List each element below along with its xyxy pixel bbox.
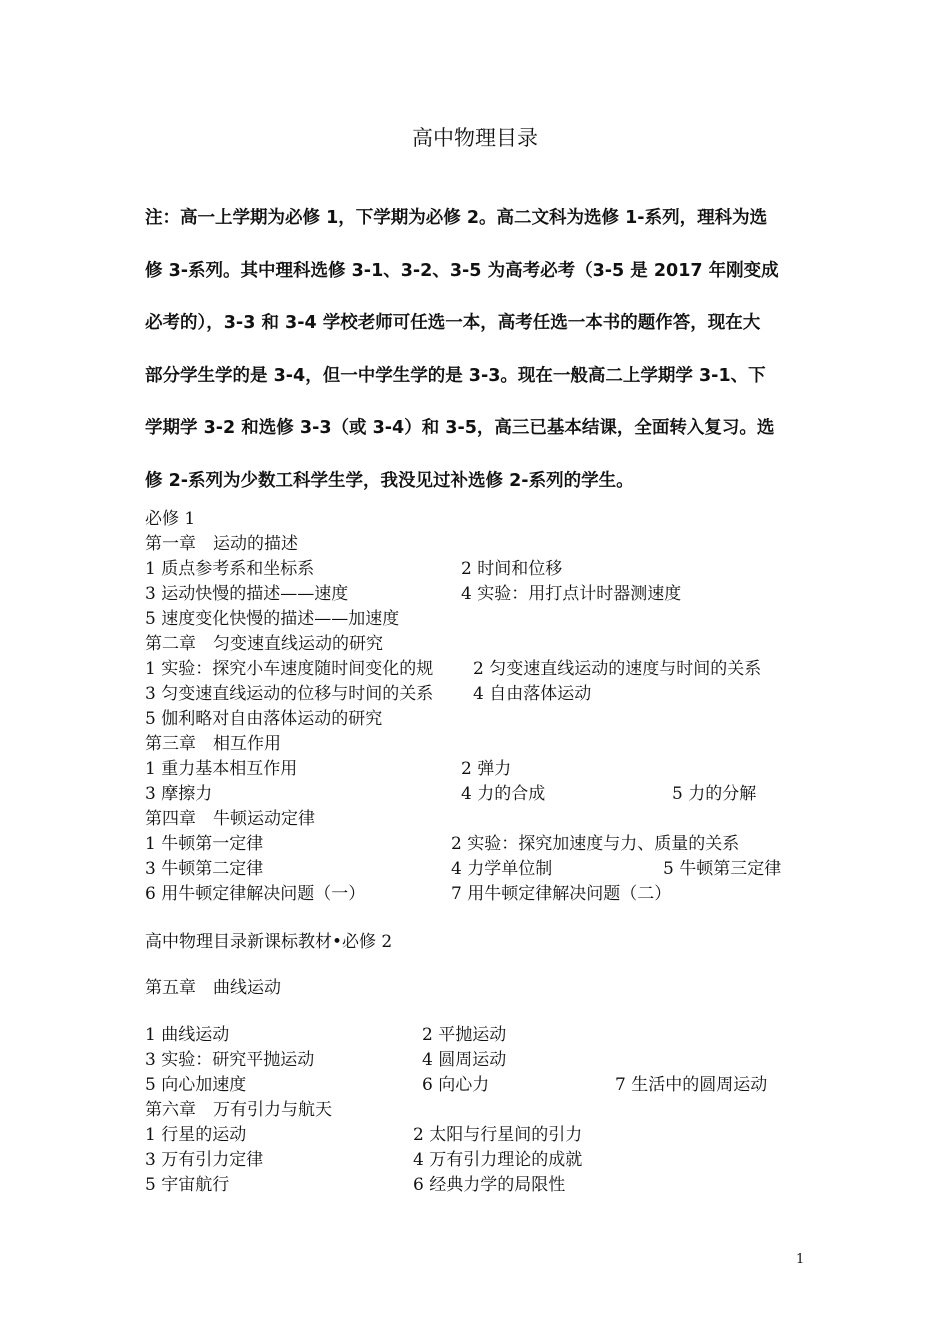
toc-entry: 3 运动快慢的描述——速度	[145, 584, 349, 604]
toc-entry: 2 太阳与行星间的引力	[413, 1125, 583, 1145]
toc-entry: 2 时间和位移	[461, 559, 563, 579]
section-label: 高中物理目录新课标教材•必修 2	[145, 932, 393, 952]
page-title: 高中物理目录	[412, 126, 538, 150]
chapter-title: 第三章 相互作用	[145, 734, 281, 754]
toc-entry: 1 曲线运动	[145, 1025, 230, 1045]
chapter-title: 第五章 曲线运动	[145, 978, 281, 998]
chapter-title: 第六章 万有引力与航天	[145, 1100, 332, 1120]
toc-entry: 1 重力基本相互作用	[145, 759, 298, 779]
note-line: 部分学生学的是 3-4，但一中学生学的是 3-3。现在一般高二上学期学 3-1、下	[145, 365, 766, 386]
section-label: 必修 1	[145, 509, 196, 529]
toc-entry: 6 用牛顿定律解决问题（一）	[145, 884, 366, 904]
note-line: 修 3-系列。其中理科选修 3-1、3-2、3-5 为高考必考（3-5 是 2017 年刚变成	[145, 260, 779, 281]
toc-entry: 3 摩擦力	[145, 784, 213, 804]
note-paragraph	[145, 192, 810, 507]
toc-entry: 2 匀变速直线运动的速度与时间的关系	[473, 659, 762, 679]
toc-entry: 2 弹力	[461, 759, 512, 779]
toc-entry: 4 圆周运动	[422, 1050, 507, 1070]
chapter-title: 第二章 匀变速直线运动的研究	[145, 634, 383, 654]
toc-entry: 4 万有引力理论的成就	[413, 1150, 583, 1170]
toc-entry: 7 用牛顿定律解决问题（二）	[451, 884, 672, 904]
toc-entry: 6 经典力学的局限性	[413, 1175, 566, 1195]
toc-entry: 6 向心力	[422, 1075, 490, 1095]
note-line: 学期学 3-2 和选修 3-3（或 3-4）和 3-5，高三已基本结课，全面转入复习。选	[145, 418, 775, 438]
note-line: 修 2-系列为少数工科学生学，我没见过补选修 2-系列的学生。	[145, 470, 634, 491]
toc-entry: 5 向心加速度	[145, 1075, 247, 1095]
toc-entry: 5 力的分解	[672, 784, 757, 804]
page-number: 1	[796, 1252, 805, 1267]
toc-entry: 1 行星的运动	[145, 1125, 247, 1145]
toc-entry: 4 力的合成	[461, 784, 546, 804]
toc-entry: 3 万有引力定律	[145, 1150, 264, 1170]
toc-entry: 5 宇宙航行	[145, 1175, 230, 1195]
toc-entry: 1 实验：探究小车速度随时间变化的规	[145, 659, 434, 679]
toc-entry: 1 牛顿第一定律	[145, 834, 264, 854]
toc-entry: 2 平抛运动	[422, 1025, 507, 1045]
toc-entry: 4 力学单位制	[451, 859, 553, 879]
toc-entry: 5 速度变化快慢的描述——加速度	[145, 609, 400, 629]
toc-entry: 5 伽利略对自由落体运动的研究	[145, 709, 383, 729]
toc-entry: 1 质点参考系和坐标系	[145, 559, 315, 579]
toc-entry: 3 实验：研究平抛运动	[145, 1050, 315, 1070]
chapter-title: 第四章 牛顿运动定律	[145, 809, 315, 829]
toc-entry: 3 匀变速直线运动的位移与时间的关系	[145, 684, 434, 704]
toc-entry: 5 牛顿第三定律	[663, 859, 782, 879]
toc-entry: 3 牛顿第二定律	[145, 859, 264, 879]
toc-entry: 4 实验：用打点计时器测速度	[461, 584, 682, 604]
toc-entry: 2 实验：探究加速度与力、质量的关系	[451, 834, 740, 854]
note-line: 注：高一上学期为必修 1，下学期为必修 2。高二文科为选修 1-系列，理科为选	[145, 208, 768, 228]
toc-entry: 4 自由落体运动	[473, 684, 592, 704]
toc-entry: 7 生活中的圆周运动	[615, 1075, 768, 1095]
chapter-title: 第一章 运动的描述	[145, 534, 298, 554]
note-line: 必考的），3-3 和 3-4 学校老师可任选一本，高考任选一本书的题作答，现在大	[145, 313, 761, 333]
